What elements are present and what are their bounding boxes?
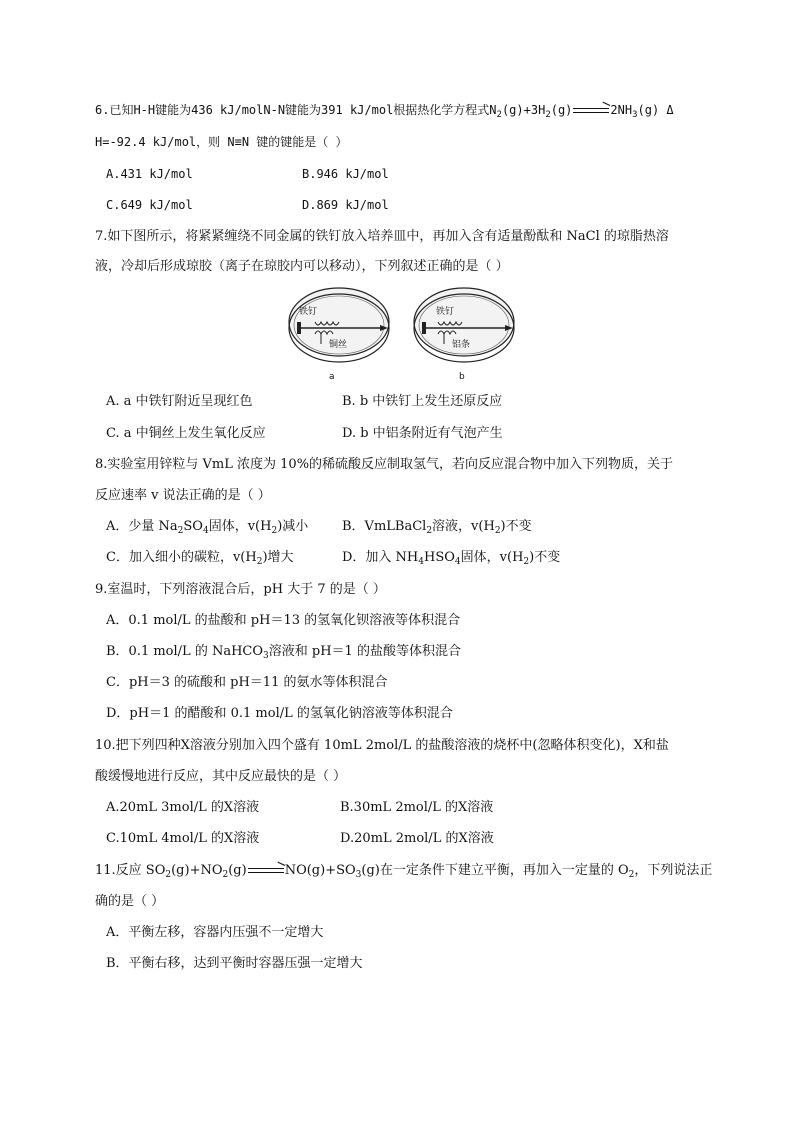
q7-line1: 7.如下图所示，将紧紧缠绕不同金属的铁钉放入培养皿中，再加入含有适量酚酞和 NaCl 的琼脂热溶 <box>95 229 669 244</box>
q9-option-b: B．0.1 mol/L 的 NaHCO$_3$溶液和 pH＝1 的盐酸等体积混合 <box>106 644 461 661</box>
q6-text-b: N-N键能为391 kJ/mol根据热化学方程式N <box>263 103 497 117</box>
q6-option-d: D.869 kJ/mol <box>302 198 389 212</box>
q6-text-c: (g)+3H <box>501 103 546 117</box>
q10-line2: 酸缓慢地进行反应，其中反应最快的是（ ） <box>95 769 347 784</box>
q6-line2: H=-92.4 kJ/mol，则 N≡N 键的键能是（ ） <box>95 135 348 149</box>
q6-text-a: 6.已知H-H键能为436 kJ/mol <box>95 103 264 117</box>
q10-option-d: D.20mL 2mol/L 的X溶液 <box>340 831 494 846</box>
figure-a-nail-label: 铁钉 <box>299 307 318 317</box>
equilibrium-arrow-icon <box>573 106 609 116</box>
figure-b-petri-dish <box>410 284 518 384</box>
q8-option-c: C．加入细小的碳粒，$v(H_2)$增大 <box>106 550 294 567</box>
figure-a-caption: a <box>329 372 335 382</box>
petri-dish-a-icon <box>285 284 393 384</box>
q10-line1: 10.把下列四种X溶液分别加入四个盛有 10mL 2mol/L 的盐酸溶液的烧杯中(忽略体积变化)，X和盐 <box>95 738 669 753</box>
q7-line2: 液，冷却后形成琼胶（离子在琼胶内可以移动），下列叙述正确的是（ ） <box>95 259 509 274</box>
figure-a-wire-label: 铜丝 <box>329 340 348 350</box>
q10-option-b: B.30mL 2mol/L 的X溶液 <box>340 800 494 815</box>
q11-option-a: A．平衡左移，容器内压强不一定增大 <box>106 925 324 940</box>
q6-option-a: A.431 kJ/mol <box>106 167 193 181</box>
q11-line1: 11.反应 $SO_2(g)+NO_2(g)$ $NO(g)+SO_3(g)$在一定条件下建立平衡，再加入一定量的 $O_2$，下列说法正 <box>95 863 713 880</box>
q6-text-d: (g) <box>550 103 573 117</box>
q8-option-d: D．加入 $NH_4HSO_4$固体，$v(H_2)$不变 <box>342 550 561 567</box>
q11-option-b: B．平衡右移，达到平衡时容器压强一定增大 <box>106 956 363 971</box>
q6-text-e: 2NH <box>610 103 633 117</box>
q9-option-c: C．pH＝3 的硫酸和 pH＝11 的氨水等体积混合 <box>106 675 388 690</box>
q7-option-a: A. a 中铁钉附近呈现红色 <box>106 394 253 409</box>
q7-option-c: C. a 中铜丝上发生氧化反应 <box>106 426 266 441</box>
q8-line2: 反应速率 v 说法正确的是（ ） <box>95 488 271 503</box>
q6-text-f: (g) Δ <box>637 103 674 117</box>
q9-option-d: D．pH＝1 的醋酸和 0.1 mol/L 的氢氧化钠溶液等体积混合 <box>106 706 453 721</box>
figure-a-petri-dish <box>285 284 393 384</box>
q7-option-d: D. b 中铝条附近有气泡产生 <box>342 426 503 441</box>
figure-b-caption: b <box>459 372 465 382</box>
q7-option-b: B. b 中铁钉上发生还原反应 <box>342 394 503 409</box>
q10-option-a: A.20mL 3mol/L 的X溶液 <box>106 800 260 815</box>
q9-option-a: A．0.1 mol/L 的盐酸和 pH＝13 的氢氧化钡溶液等体积混合 <box>106 613 461 628</box>
q6-line1: 6.已知H-H键能为436 kJ/molN-N键能为391 kJ/mol根据热化学方程式$N_2(g)+3H_2(g)$ $2NH_3(g)$ Δ <box>95 103 674 120</box>
q8-line1: 8.实验室用锌粒与 VmL 浓度为 10%的稀硫酸反应制取氢气，若向反应混合物中加入下列物质，关于 <box>95 457 674 472</box>
petri-dish-b-icon <box>410 284 518 384</box>
q8-option-b: B．VmLBaCl$_2$溶液，$v(H_2)$不变 <box>342 519 532 536</box>
figure-b-strip-label: 铝条 <box>452 340 471 350</box>
q6-option-b: B.946 kJ/mol <box>302 167 389 181</box>
q9-line1: 9.室温时，下列溶液混合后，pH 大于 7 的是（ ） <box>95 582 386 597</box>
q8-option-a: A．少量 $Na_2SO_4$固体，$v(H_2)$减小 <box>106 519 309 536</box>
figure-b-nail-label: 铁钉 <box>436 307 455 317</box>
q6-option-c: C.649 kJ/mol <box>106 198 193 212</box>
q10-option-c: C.10mL 4mol/L 的X溶液 <box>106 831 260 846</box>
q11-line2: 确的是（ ） <box>95 894 165 909</box>
equilibrium-arrow-icon <box>248 866 284 876</box>
